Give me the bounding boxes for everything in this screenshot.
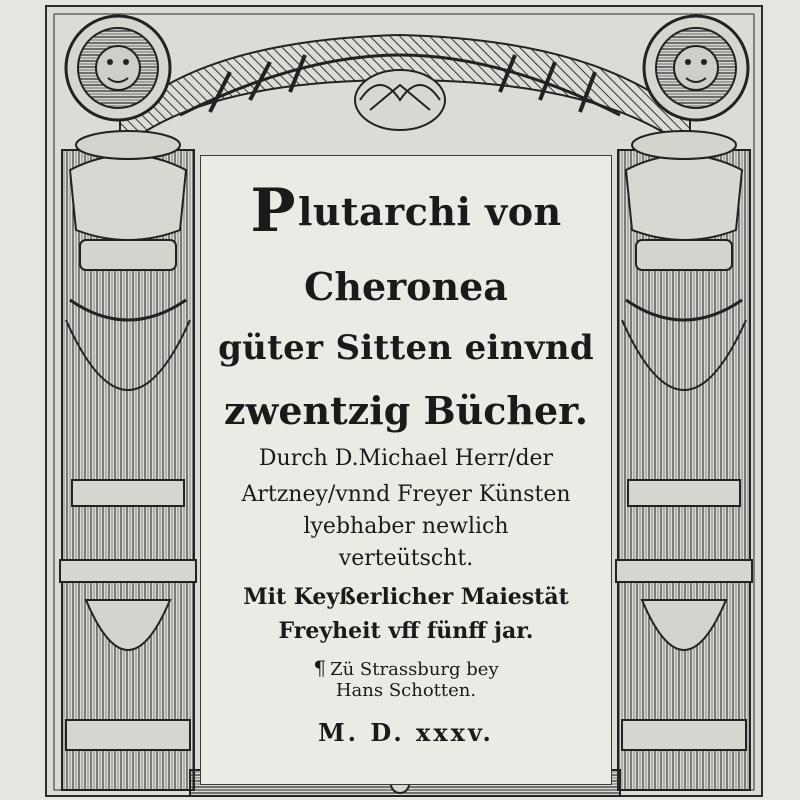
translator-line-1: Durch D.Michael Herr/der [258, 446, 554, 471]
title-text-panel [200, 155, 612, 785]
privilege-line-1: Mit Keyßerlicher Maiestät [243, 584, 569, 610]
imprint-line-2: Hans Schotten. [335, 680, 477, 701]
title-line-1-rest: lutarchi von [297, 189, 562, 234]
sun-face-medallion-icon [644, 16, 748, 120]
title-line-1 [201, 176, 611, 246]
right-column-ornament [616, 131, 752, 790]
title-line-2: Cheronea [304, 264, 508, 309]
title-line-4: zwentzig Bücher. [224, 388, 588, 433]
pilcrow-icon: ¶ [313, 656, 327, 680]
publication-date: M. D. xxxv. [318, 718, 494, 747]
privilege-line-2: Freyheit vff fünff jar. [278, 618, 534, 644]
imprint-line-1 [201, 656, 611, 680]
title-initial: P [250, 176, 296, 246]
left-column-ornament [60, 131, 196, 790]
translator-line-3: lyebhaber newlich [303, 514, 509, 539]
translator-line-2: Artzney/vnnd Freyer Künsten [241, 482, 571, 507]
imprint-place: Zü Strassburg bey [330, 659, 499, 680]
title-line-3: güter Sitten einvnd [218, 328, 594, 368]
lion-face-medallion-icon [66, 16, 170, 120]
translator-line-4: verteütscht. [338, 546, 474, 571]
